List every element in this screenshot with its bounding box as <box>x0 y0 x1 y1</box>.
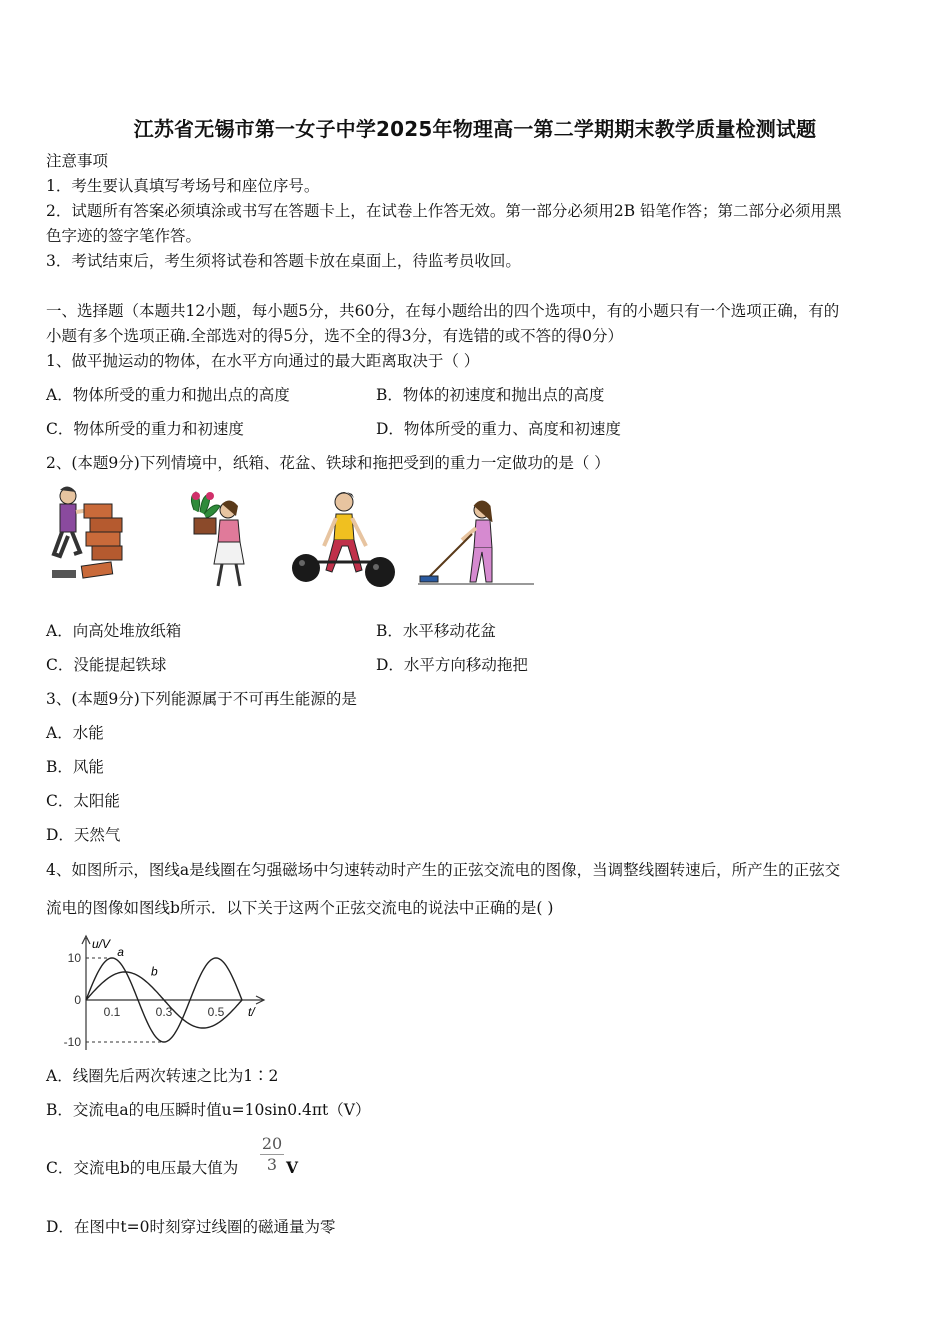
q3-option-c: C．太阳能 <box>46 792 120 810</box>
q4-option-c-unit: V <box>286 1158 299 1177</box>
x-axis-label: t/ <box>248 1005 255 1019</box>
flowerpot-illustration <box>182 490 252 590</box>
q4-stem: 4、如图所示，图线a是线圈在匀强磁场中匀速转动时产生的正弦交流电的图像，当调整线圈转速后，所产生的正弦交 <box>46 861 841 879</box>
q2-stem: 2、(本题9分)下列情境中，纸箱、花盆、铁球和拖把受到的重力一定做功的是（ ） <box>46 454 610 472</box>
notice-item-3: 3．考试结束后，考生须将试卷和答题卡放在桌面上，待监考员收回。 <box>46 252 521 270</box>
series-a-label: a <box>117 944 124 959</box>
q3-option-d: D．天然气 <box>46 826 121 844</box>
q4-option-a: A．线圈先后两次转速之比为1∶2 <box>46 1067 279 1085</box>
q3-option-b: B．风能 <box>46 758 104 776</box>
section-heading-cont: 小题有多个选项正确.全部选对的得5分，选不全的得3分，有选错的或不答的得0分） <box>46 327 624 345</box>
q4-option-c: C．交流电b的电压最大值为 <box>46 1159 239 1177</box>
notice-item-2-cont: 色字迹的签字笔作答。 <box>46 227 202 245</box>
sine-wave-chart <box>50 932 275 1057</box>
q1-option-d: D．物体所受的重力、高度和初速度 <box>376 420 621 438</box>
y-tick-label: 0 <box>74 993 81 1007</box>
mop-illustration <box>414 500 538 590</box>
x-tick-label: 0.5 <box>207 1005 225 1019</box>
q2-option-c: C．没能提起铁球 <box>46 656 167 674</box>
page-title: 江苏省无锡市第一女子中学2025年物理高一第二学期期末教学质量检测试题 <box>133 117 817 141</box>
q2-option-b: B．水平移动花盆 <box>376 622 496 640</box>
fraction-numerator: 20 <box>261 1134 283 1153</box>
y-axis-label: u/V <box>92 937 111 951</box>
x-tick-label: 0.3 <box>155 1005 173 1019</box>
q1-option-a: A．物体所受的重力和抛出点的高度 <box>46 386 290 404</box>
iron-ball-illustration <box>290 490 398 590</box>
q1-stem: 1、做平抛运动的物体，在水平方向通过的最大距离取决于（ ） <box>46 352 480 370</box>
y-tick-label: -10 <box>63 1035 81 1049</box>
q2-option-a: A．向高处堆放纸箱 <box>46 622 182 640</box>
q1-option-c: C．物体所受的重力和初速度 <box>46 420 244 438</box>
q4-stem-cont: 流电的图像如图线b所示．以下关于这两个正弦交流电的说法中正确的是( ) <box>46 899 554 917</box>
y-tick-label: 10 <box>67 951 81 965</box>
q3-option-a: A．水能 <box>46 724 104 742</box>
notice-item-2: 2．试题所有答案必须填涂或书写在答题卡上，在试卷上作答无效。第一部分必须用2B 铅笔作答；第二部分必须用黑 <box>46 202 842 220</box>
section-heading: 一、选择题（本题共12小题，每小题5分，共60分，在每小题给出的四个选项中，有的小题只有一个选项正确，有的 <box>46 302 840 320</box>
stacking-boxes-illustration <box>46 484 136 584</box>
q4-option-b: B．交流电a的电压瞬时值u=10sin0.4πt（V） <box>46 1101 371 1119</box>
q4-option-d: D．在图中t=0时刻穿过线圈的磁通量为零 <box>46 1218 336 1236</box>
fraction-denominator: 3 <box>266 1155 278 1174</box>
fraction-20-over-3 <box>260 1134 284 1175</box>
q1-option-b: B．物体的初速度和抛出点的高度 <box>376 386 605 404</box>
q3-stem: 3、(本题9分)下列能源属于不可再生能源的是 <box>46 690 357 708</box>
notice-item-1: 1．考生要认真填写考场号和座位序号。 <box>46 177 320 195</box>
series-b-label: b <box>151 964 158 979</box>
q2-option-d: D．水平方向移动拖把 <box>376 656 528 674</box>
notice-heading: 注意事项 <box>46 152 109 170</box>
x-tick-label: 0.1 <box>103 1005 121 1019</box>
